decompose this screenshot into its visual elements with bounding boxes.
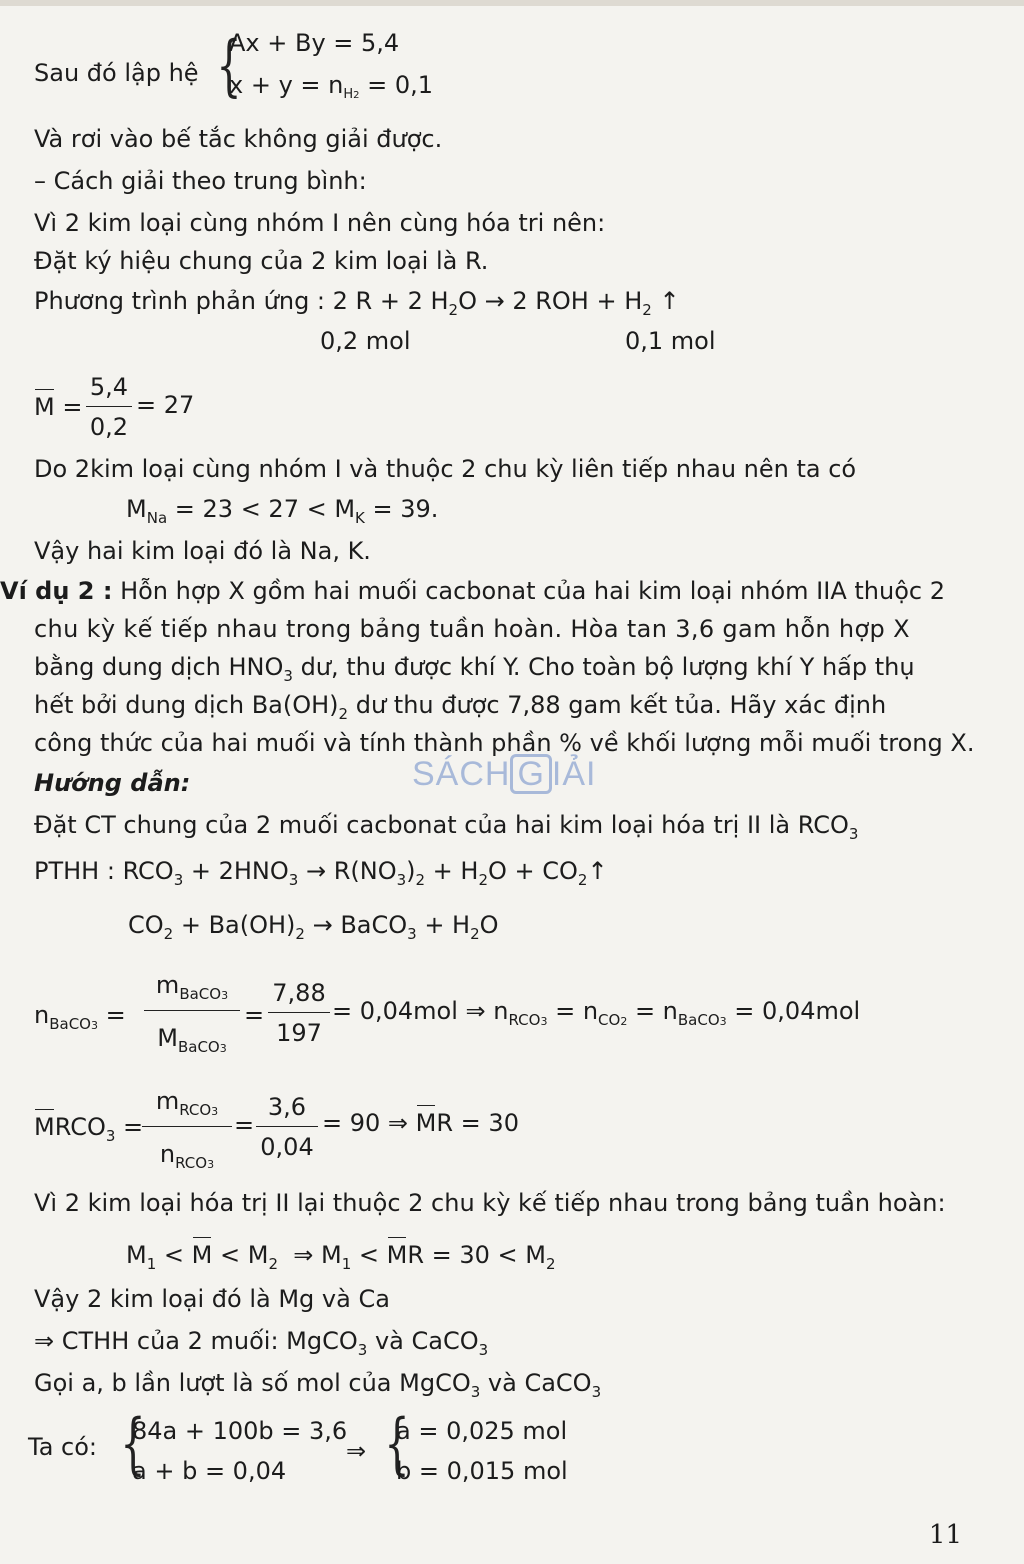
example-2-line-2: chu kỳ kế tiếp nhau trong bảng tuần hoàn. Hòa tan 3,6 gam hỗn hợp X	[34, 615, 910, 643]
equals-sign-2: =	[234, 1111, 255, 1139]
scan-edge	[0, 0, 1024, 6]
text-metals: Vậy 2 kim loại đó là Mg và Ca	[34, 1285, 390, 1313]
reaction-2: $CO_2 + Ba(OH)_2$ → BaCO$_3$ + $H_2O$	[128, 911, 499, 943]
text-group: Do 2kim loại cùng nhóm I và thuộc 2 chu kỳ liên tiếp nhau nên ta có	[34, 455, 857, 483]
m-r-result: = 90 ⇒ MR = 30	[322, 1109, 519, 1137]
text-deadend: Và rơi vào bế tắc không giải được.	[34, 125, 443, 153]
general-formula: Đặt CT chung của 2 muối cacbonat của hai kim loại hóa trị II là $RCO_3$	[34, 811, 859, 843]
m-avg-symbol: M =	[34, 393, 83, 421]
mol-right: 0,1 mol	[625, 327, 716, 355]
equals-sign: =	[244, 1001, 265, 1029]
reaction-equation: Phương trình phản ứng : 2 R + 2 $H_2O \to 2$ ROH + $H_2$ ↑	[34, 287, 680, 319]
example-2-line-1: Ví dụ 2 : Hỗn hợp X gồm hai muối cacbonat của hai kim loại nhóm IIA thuộc 2	[0, 577, 945, 605]
example-2-line-5: công thức của hai muối và tính thành phần % về khối lượng mỗi muối trong X.	[34, 729, 975, 757]
implies-arrow: ⇒	[346, 1437, 367, 1465]
fraction-mass-molar: $m_{BaCO3}$ $M_{BaCO3}$	[144, 970, 240, 1064]
text-method: – Cách giải theo trung bình:	[34, 167, 367, 195]
left-brace: {	[216, 27, 242, 104]
text-formula: ⇒ CTHH của 2 muối: MgCO$_3$ và CaCO$_3$	[34, 1327, 489, 1359]
page-number: 11	[928, 1520, 962, 1550]
system-eq-1: Ax + By = 5,4	[229, 29, 400, 57]
fraction-m-avg: 5,4 0,2	[86, 372, 132, 442]
system-2-eq-2: a + b = 0,04	[132, 1457, 287, 1485]
m-rco3-label: $MRCO_3$ =	[34, 1113, 144, 1145]
text-symbol: Đặt ký hiệu chung của 2 kim loại là R.	[34, 247, 489, 275]
system-intro: Sau đó lập hệ	[34, 59, 199, 87]
text-reason: Vì 2 kim loại cùng nhóm I nên cùng hóa tri nên:	[34, 209, 606, 237]
guide-heading: Hướng dẫn:	[34, 769, 191, 797]
fraction-rco3-values: 3,6 0,04	[256, 1092, 318, 1162]
text-let: Gọi a, b lần lượt là số mol của MgCO$_3$ và CaCO$_3$	[34, 1369, 602, 1401]
text-valence: Vì 2 kim loại hóa trị II lại thuộc 2 chu kỳ kế tiếp nhau trong bảng tuần hoàn:	[34, 1189, 946, 1217]
example-2-line-4: hết bởi dung dịch $Ba(OH)_2$ dư thu được 7,88 gam kết tủa. Hãy xác định	[34, 691, 887, 723]
solution-a: a = 0,025 mol	[396, 1417, 568, 1445]
fraction-values: 7,88 197	[268, 978, 330, 1048]
n-chain-result: = 0,04mol ⇒ $n_{RCO3} = n_{CO2} = n_{BaCO3} = 0,04mol$	[332, 997, 861, 1029]
system-eq-2: $x + y = n_{H2} = 0,1$	[229, 71, 434, 102]
solution-b: b = 0,015 mol	[396, 1457, 568, 1485]
left-brace-2: {	[120, 1405, 146, 1482]
left-brace-3: {	[384, 1405, 410, 1482]
system-2-eq-1: 84a + 100b = 3,6	[132, 1417, 348, 1445]
mass-compare: $M_{Na} = 23 < 27 < M_K = 39$.	[126, 495, 439, 527]
example-2-line-3: bằng dung dịch $HNO_3$ dư, thu được khí Y. Cho toàn bộ lượng khí Y hấp thụ	[34, 653, 915, 685]
fraction-rco3: $m_{RCO3}$ $n_{RCO3}$	[142, 1086, 232, 1180]
reaction-1: PTHH : $RCO_3 + 2HNO_3 \to R(NO_3)_2 + H_2O$ + $CO_2↑$	[34, 857, 608, 889]
inequality: $M_1 < M < M_2$ ⇒ $M_1$ < MR = $30 < M_2$	[126, 1241, 556, 1273]
we-have-label: Ta có:	[28, 1433, 97, 1461]
m-avg-result: = 27	[136, 391, 195, 419]
n-baco3-label: $n_{BaCO3}$ =	[34, 1001, 126, 1033]
conclusion-na-k: Vậy hai kim loại đó là Na, K.	[34, 537, 371, 565]
mol-left: 0,2 mol	[320, 327, 411, 355]
watermark-logo: SÁCH G IẢI	[412, 755, 597, 793]
